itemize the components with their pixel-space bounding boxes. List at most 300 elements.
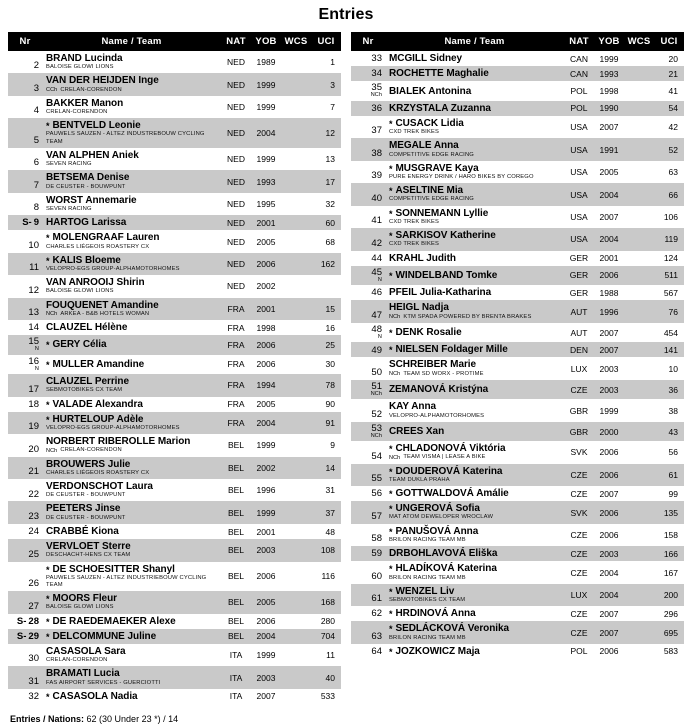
- rider-name-cell: [385, 266, 564, 285]
- table-row[interactable]: [8, 524, 341, 539]
- table-row[interactable]: [351, 66, 684, 81]
- rider-name: DE RAEDEMAEKER Alexe: [52, 615, 176, 627]
- team-name: CRELAN-CORENDON: [60, 447, 122, 454]
- rider-number-cell: [8, 96, 42, 118]
- rider-nationality: CZE: [570, 469, 588, 480]
- team-name: CXD TREK BIKES: [389, 218, 439, 225]
- rider-wcs-rank: [624, 621, 654, 643]
- rider-year-of-birth: 2001: [256, 303, 276, 314]
- table-row[interactable]: [8, 193, 341, 215]
- rider-uci-rank: 25: [325, 339, 335, 350]
- team-name: CRELAN-CORENDON: [60, 86, 122, 93]
- table-row[interactable]: [351, 501, 684, 523]
- table-row[interactable]: [8, 629, 341, 644]
- under23-marker: *: [46, 631, 50, 642]
- rider-number: 40: [371, 192, 382, 204]
- rider-nationality: NED: [227, 217, 245, 228]
- rider-wcs-rank: [624, 161, 654, 183]
- rider-number-cell: [8, 355, 42, 374]
- team-name: COMPETITIVE EDGE RACING: [389, 196, 474, 203]
- rider-name: HRDINOVÁ Anna: [395, 608, 476, 620]
- column-header-name: Name / Team: [385, 32, 564, 51]
- rider-wcs-rank: [281, 524, 311, 539]
- table-row[interactable]: [351, 138, 684, 160]
- rider-nationality: POL: [570, 103, 588, 114]
- rider-name: MUSGRAVE Kaya: [395, 162, 479, 174]
- rider-number: 60: [371, 570, 382, 582]
- rider-number: 8: [33, 202, 39, 214]
- table-row[interactable]: [351, 399, 684, 421]
- rider-name-cell: [385, 183, 564, 205]
- rider-number: 39: [371, 170, 382, 182]
- rider-uci-rank: 42: [668, 122, 678, 133]
- rider-nationality: FRA: [227, 322, 245, 333]
- under23-marker: *: [389, 564, 393, 575]
- under23-marker: *: [389, 504, 393, 515]
- rider-uci-rank: 454: [663, 327, 678, 338]
- rider-nationality: FRA: [227, 399, 245, 410]
- rider-name: GERY Célia: [52, 339, 107, 351]
- table-row[interactable]: [351, 323, 684, 342]
- rider-year-of-birth: 2006: [599, 646, 619, 657]
- rider-wcs-rank: [281, 479, 311, 501]
- rider-nationality: GBR: [569, 426, 589, 437]
- rider-name-cell: [385, 81, 564, 100]
- rider-number-cell: [351, 300, 385, 322]
- rider-number-badge: NCh: [370, 92, 382, 99]
- team-name: CHARLES LIÉGEOIS ROASTERY CX: [46, 469, 150, 476]
- table-row[interactable]: [351, 584, 684, 606]
- rider-name-cell: [385, 161, 564, 183]
- table-row[interactable]: [351, 228, 684, 250]
- team-name: TEAM DUKLA PRAHA: [389, 476, 450, 483]
- table-row[interactable]: [351, 486, 684, 501]
- rider-number-cell: [351, 266, 385, 285]
- rider-year-of-birth: 1998: [256, 322, 276, 333]
- rider-nationality: POL: [570, 646, 588, 657]
- table-row[interactable]: [8, 562, 341, 592]
- rider-uci-rank: 13: [325, 154, 335, 165]
- rider-uci-rank: 1: [330, 57, 335, 68]
- rider-name: BRAND Lucinda: [46, 53, 123, 64]
- rider-name-cell: [385, 138, 564, 160]
- rider-nationality: BEL: [227, 507, 245, 518]
- header-row: [351, 32, 684, 51]
- rider-wcs-rank: [624, 441, 654, 463]
- rider-nationality: NED: [227, 102, 245, 113]
- table-row[interactable]: [351, 183, 684, 205]
- rider-number-cell: [8, 73, 42, 95]
- under23-marker: *: [46, 414, 50, 425]
- rider-name-cell: [385, 251, 564, 266]
- rider-name: FOUQUENET Amandine: [46, 299, 159, 311]
- entries-table-right: [351, 32, 684, 659]
- rider-name: CREES Xan: [389, 425, 445, 437]
- rider-number-cell: [351, 380, 385, 399]
- under23-marker: *: [46, 564, 50, 575]
- rider-wcs-rank: [281, 457, 311, 479]
- rider-nationality: CZE: [570, 608, 588, 619]
- rider-year-of-birth: 2005: [256, 399, 276, 410]
- rider-name: KAY Anna: [389, 401, 437, 413]
- rider-name: VAN ANROOIJ Shirin: [46, 277, 145, 289]
- rider-number: 44: [371, 252, 382, 264]
- rider-uci-rank: 61: [668, 469, 678, 480]
- rider-wcs-rank: [624, 323, 654, 342]
- rider-nationality: GBR: [569, 405, 589, 416]
- table-row[interactable]: [8, 539, 341, 561]
- rider-number: 33: [371, 53, 382, 65]
- rider-name-cell: [42, 614, 221, 629]
- rider-name: HARTOG Larissa: [46, 217, 127, 229]
- rider-nationality: BEL: [227, 526, 245, 537]
- rider-nationality: NED: [227, 198, 245, 209]
- rider-number: 64: [371, 646, 382, 657]
- rider-nationality: NED: [227, 176, 245, 187]
- rider-nationality: DEN: [570, 344, 588, 355]
- team-name: MAT ATOM DEWELOPER WROCLAW: [389, 514, 494, 521]
- table-row[interactable]: [8, 689, 341, 704]
- rider-name: HURTELOUP Adèle: [52, 413, 144, 425]
- rider-nationality: BEL: [227, 462, 245, 473]
- table-row[interactable]: [8, 51, 341, 73]
- championship-marker: NCh: [389, 454, 401, 461]
- table-row[interactable]: [8, 230, 341, 252]
- table-row[interactable]: [8, 666, 341, 688]
- rider-uci-rank: 31: [325, 485, 335, 496]
- table-row[interactable]: [8, 355, 341, 374]
- rider-number-cell: [8, 629, 42, 644]
- rider-year-of-birth: 2007: [599, 488, 619, 499]
- rider-year-of-birth: 2007: [599, 627, 619, 638]
- rider-number-cell: [8, 524, 42, 539]
- rider-nationality: CAN: [570, 68, 588, 79]
- rider-name-cell: [42, 479, 221, 501]
- rider-name: PANUŠOVÁ Anna: [395, 525, 479, 537]
- rider-name: BENTVELD Leonie: [52, 120, 141, 132]
- rider-nationality: CZE: [570, 488, 588, 499]
- rider-nationality: CAN: [570, 53, 588, 64]
- rider-uci-rank: 40: [325, 672, 335, 683]
- team-name: CHARLES LIÉGEOIS ROASTERY CX: [46, 243, 150, 250]
- rider-year-of-birth: 2003: [256, 672, 276, 683]
- rider-name: CUSACK Lidia: [395, 118, 464, 130]
- rider-number-cell: [351, 621, 385, 643]
- table-row[interactable]: [8, 397, 341, 412]
- table-row[interactable]: [351, 441, 684, 463]
- rider-number: 13: [28, 307, 39, 319]
- rider-number: 16: [28, 355, 39, 367]
- table-row[interactable]: [351, 561, 684, 583]
- rider-wcs-rank: [624, 138, 654, 160]
- under23-marker: *: [389, 345, 393, 356]
- rider-number: 62: [371, 608, 382, 620]
- rider-name-cell: [385, 464, 564, 486]
- rider-uci-rank: 7: [330, 102, 335, 113]
- rider-number: 28: [28, 615, 39, 627]
- rider-year-of-birth: 2004: [256, 128, 276, 139]
- rider-wcs-rank: [624, 251, 654, 266]
- table-row[interactable]: [8, 644, 341, 666]
- rider-nationality: USA: [570, 144, 588, 155]
- table-row[interactable]: [8, 73, 341, 95]
- table-row[interactable]: [8, 253, 341, 275]
- rider-uci-rank: 280: [320, 616, 335, 627]
- rider-wcs-rank: [281, 689, 311, 704]
- table-header-right: [351, 32, 684, 51]
- rider-wcs-rank: [624, 524, 654, 546]
- table-row[interactable]: [351, 285, 684, 300]
- entries-table-left: [8, 32, 341, 704]
- rider-number-cell: [8, 335, 42, 354]
- table-row[interactable]: [8, 501, 341, 523]
- rider-wcs-rank: [281, 412, 311, 434]
- table-row[interactable]: [8, 614, 341, 629]
- table-row[interactable]: [351, 51, 684, 66]
- rider-year-of-birth: 1999: [256, 79, 276, 90]
- rider-number-cell: [351, 584, 385, 606]
- rider-wcs-rank: [624, 81, 654, 100]
- rider-wcs-rank: [624, 486, 654, 501]
- table-row[interactable]: [351, 266, 684, 285]
- rider-name: NORBERT RIBEROLLE Marion: [46, 436, 191, 448]
- championship-marker: NCh: [46, 311, 58, 318]
- rider-name-cell: [385, 206, 564, 228]
- rider-number-cell: [8, 148, 42, 170]
- rider-wcs-rank: [624, 561, 654, 583]
- team-name: VELOPRO-ALPHAMOTORHOMES: [389, 412, 485, 419]
- table-row[interactable]: [8, 148, 341, 170]
- rider-wcs-rank: [281, 644, 311, 666]
- rider-name-cell: [385, 228, 564, 250]
- table-row[interactable]: [351, 357, 684, 379]
- rider-name-cell: [385, 606, 564, 621]
- championship-marker: NCh: [389, 371, 401, 378]
- rider-number-cell: [351, 464, 385, 486]
- rider-name: ASELTINE Mia: [395, 185, 464, 197]
- rider-uci-rank: 63: [668, 167, 678, 178]
- team-name: SEVEN RACING: [46, 205, 92, 212]
- rider-number-badge: NCh: [370, 390, 382, 397]
- team-name: CRELAN-CORENDON: [46, 109, 108, 116]
- rider-name-cell: [42, 73, 221, 95]
- rider-nationality: USA: [570, 189, 588, 200]
- rider-nationality: FRA: [227, 418, 245, 428]
- table-row[interactable]: [8, 118, 341, 148]
- rider-year-of-birth: 2003: [599, 363, 619, 374]
- rider-wcs-rank: [624, 51, 654, 66]
- rider-year-of-birth: 1999: [599, 53, 619, 64]
- rider-name: UNGEROVÁ Sofia: [395, 503, 480, 515]
- summary-label: Entries / Nations:: [10, 714, 85, 724]
- rider-number: 2: [33, 60, 39, 72]
- under23-marker: *: [389, 270, 393, 281]
- rider-number-cell: [351, 51, 385, 66]
- rider-wcs-rank: [624, 546, 654, 561]
- rider-uci-rank: 30: [325, 359, 335, 370]
- rider-name-cell: [385, 66, 564, 81]
- rider-wcs-rank: [624, 266, 654, 285]
- table-row[interactable]: [351, 546, 684, 561]
- rider-wcs-rank: [281, 170, 311, 192]
- table-row[interactable]: [351, 380, 684, 399]
- table-row[interactable]: [8, 170, 341, 192]
- rider-number: 11: [29, 262, 39, 274]
- rider-name-cell: [385, 357, 564, 379]
- rider-name-cell: [42, 230, 221, 252]
- rider-name-cell: [42, 298, 221, 320]
- table-row[interactable]: [351, 101, 684, 116]
- rider-uci-rank: 52: [668, 144, 678, 155]
- table-row[interactable]: [351, 621, 684, 643]
- rider-wcs-rank: [281, 629, 311, 644]
- table-row[interactable]: [8, 96, 341, 118]
- rider-uci-rank: 168: [320, 597, 335, 608]
- rider-year-of-birth: 2006: [256, 616, 276, 627]
- rider-name: MCGILL Sidney: [389, 53, 463, 64]
- rider-name: BIALEK Antonina: [389, 85, 472, 97]
- rider-name-cell: [385, 422, 564, 441]
- table-row[interactable]: [351, 161, 684, 183]
- rider-number: 31: [28, 675, 39, 687]
- rider-uci-rank: 12: [325, 128, 335, 139]
- team-name: BRILON RACING TEAM MB: [389, 634, 466, 641]
- rider-uci-rank: 200: [663, 589, 678, 600]
- rider-nationality: BEL: [227, 485, 245, 496]
- rider-year-of-birth: 2007: [599, 344, 619, 355]
- rider-number: 10: [28, 239, 39, 251]
- table-row[interactable]: [351, 644, 684, 659]
- table-row[interactable]: [8, 479, 341, 501]
- team-name: DE CEUSTER - BOUWPUNT: [46, 492, 126, 499]
- rider-number-cell: [351, 206, 385, 228]
- rider-number-cell: [8, 51, 42, 73]
- table-row[interactable]: [8, 320, 341, 335]
- table-row[interactable]: [8, 215, 341, 230]
- rider-wcs-rank: [624, 399, 654, 421]
- rider-wcs-rank: [624, 464, 654, 486]
- team-name: VELOPRO-EGS GROUP-ALPHAMOTORHOMES: [46, 265, 180, 272]
- table-row[interactable]: [351, 342, 684, 357]
- rider-number-cell: [351, 183, 385, 205]
- rider-name-cell: [42, 355, 221, 374]
- column-header-wcs: WCS: [624, 32, 654, 51]
- rider-name-cell: [385, 399, 564, 421]
- rider-wcs-rank: [281, 374, 311, 396]
- table-row[interactable]: [8, 591, 341, 613]
- rider-number: 46: [371, 287, 382, 299]
- rider-name: KRAHL Judith: [389, 252, 456, 264]
- table-row[interactable]: [351, 606, 684, 621]
- table-row[interactable]: [8, 298, 341, 320]
- rider-nationality: GER: [569, 287, 589, 298]
- rider-number-cell: [351, 161, 385, 183]
- rider-wcs-rank: [281, 355, 311, 374]
- rider-year-of-birth: 1995: [256, 198, 276, 209]
- under23-marker: *: [46, 399, 50, 410]
- rider-nationality: BEL: [227, 616, 245, 627]
- rider-name: VAN DER HEIJDEN Inge: [46, 75, 159, 87]
- table-row[interactable]: [8, 335, 341, 354]
- rider-number: 30: [28, 653, 39, 665]
- rider-number: 15: [28, 336, 39, 348]
- table-row[interactable]: [8, 434, 341, 456]
- table-row[interactable]: [351, 81, 684, 100]
- team-name: TEAM VISMA | LEASE A BIKE: [403, 454, 486, 461]
- rider-uci-rank: 3: [330, 79, 335, 90]
- rider-wcs-rank: [624, 228, 654, 250]
- rider-year-of-birth: 2001: [256, 217, 276, 228]
- rider-number-cell: [351, 501, 385, 523]
- table-row[interactable]: [351, 300, 684, 322]
- rider-name: WINDELBAND Tomke: [395, 269, 498, 281]
- column-header-nr: Nr: [8, 32, 42, 51]
- rider-wcs-rank: [624, 342, 654, 357]
- rider-number: 41: [371, 215, 382, 227]
- rider-uci-rank: 116: [321, 571, 335, 582]
- under23-marker: *: [389, 489, 393, 500]
- rider-name-cell: [42, 434, 221, 456]
- table-row[interactable]: [351, 116, 684, 138]
- rider-wcs-rank: [624, 422, 654, 441]
- rider-number-badge: N: [34, 365, 39, 372]
- rider-wcs-rank: [624, 644, 654, 659]
- rider-year-of-birth: 2007: [599, 327, 619, 338]
- rider-year-of-birth: 1990: [599, 103, 619, 114]
- rider-wcs-rank: [281, 320, 311, 335]
- rider-uci-rank: 76: [668, 306, 678, 317]
- table-row[interactable]: [351, 464, 684, 486]
- table-row[interactable]: [8, 275, 341, 297]
- team-name: KTM SPADA POWERED BY BRENTA BRAKES: [403, 313, 532, 320]
- rider-uci-rank: 166: [663, 548, 678, 559]
- rider-uci-rank: 162: [320, 259, 335, 269]
- rider-name: SARKISOV Katherine: [395, 230, 496, 242]
- rider-nationality: SVK: [570, 507, 588, 518]
- table-row[interactable]: [8, 412, 341, 434]
- rider-name: MEGALE Anna: [389, 140, 459, 152]
- table-row[interactable]: [351, 251, 684, 266]
- rider-uci-rank: 10: [668, 363, 678, 374]
- column-header-yob: YOB: [594, 32, 624, 51]
- rider-wcs-rank: [624, 101, 654, 116]
- rider-number-cell: [8, 215, 42, 230]
- rider-nationality: CZE: [570, 529, 588, 540]
- team-name: PAUWELS SAUZEN - ALTEZ INDUSTRIEBOUW CYCLING TEAM: [46, 574, 207, 588]
- team-name: BRILON RACING TEAM MB: [389, 536, 466, 543]
- entries-column-left: [8, 32, 341, 704]
- table-row[interactable]: [8, 457, 341, 479]
- rider-nationality: NED: [227, 154, 245, 165]
- rider-name: KRZYSTALA Zuzanna: [389, 102, 491, 114]
- rider-uci-rank: 567: [663, 287, 678, 298]
- rider-name-cell: [385, 524, 564, 546]
- table-row[interactable]: [351, 524, 684, 546]
- table-row[interactable]: [8, 374, 341, 396]
- table-row[interactable]: [351, 422, 684, 441]
- rider-wcs-rank: [624, 584, 654, 606]
- rider-wcs-rank: [624, 66, 654, 81]
- table-row[interactable]: [351, 206, 684, 228]
- rider-nationality: CZE: [570, 627, 588, 638]
- rider-number-cell: [8, 434, 42, 456]
- rider-name-cell: [385, 486, 564, 501]
- rider-name: DENK Rosalie: [395, 326, 462, 338]
- rider-uci-rank: 296: [663, 608, 678, 619]
- rider-name: VALADE Alexandra: [52, 398, 143, 410]
- rider-number-cell: [351, 116, 385, 138]
- rider-name: HLADÍKOVÁ Katerina: [395, 563, 497, 575]
